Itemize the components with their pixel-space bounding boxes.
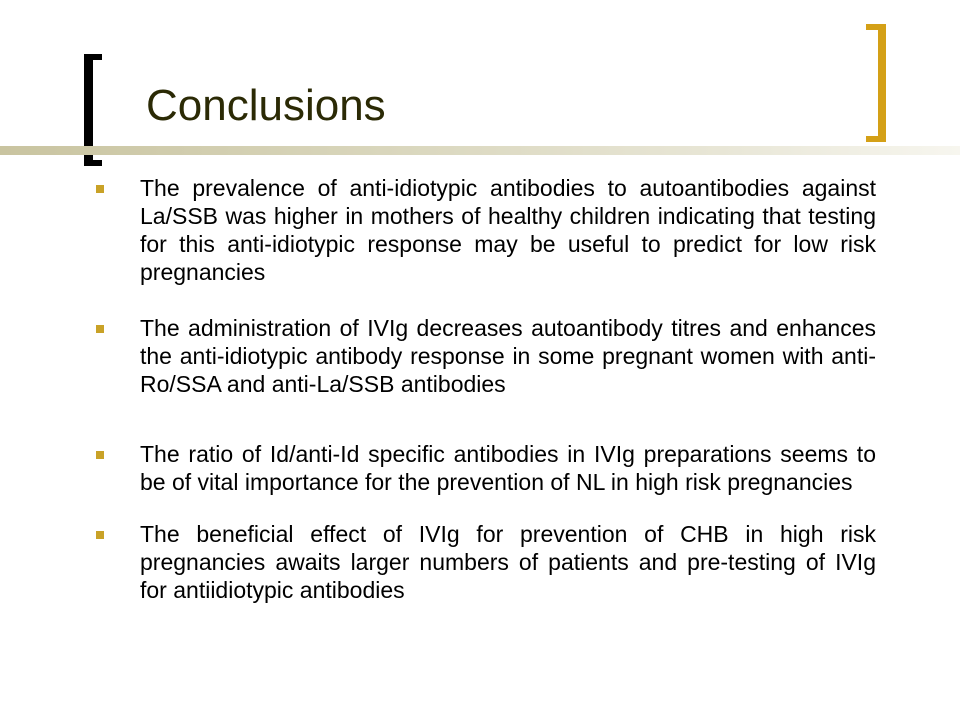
bullet-item	[92, 314, 876, 398]
bullet-item	[92, 440, 876, 496]
bullet-text: The administration of IVIg decreases autoantibody titres and enhances the anti-idiotypic antibody response in some pregnant women with anti-Ro/SSA and anti-La/SSB antibodies	[140, 315, 876, 397]
bullet-item	[92, 174, 876, 286]
bullet-item	[92, 520, 876, 604]
bullet-text: The beneficial effect of IVIg for prevention of CHB in high risk pregnancies awaits larger numbers of patients and pre-testing of IVIg for antiidiotypic antibodies	[140, 521, 876, 603]
bullet-list	[92, 174, 876, 604]
slide-title: Conclusions	[146, 81, 386, 130]
square-bullet-icon	[96, 531, 104, 539]
square-bullet-icon	[96, 451, 104, 459]
square-bullet-icon	[96, 185, 104, 193]
title-divider	[0, 146, 960, 155]
bullet-text: The ratio of Id/anti-Id specific antibodies in IVIg preparations seems to be of vital importance for the prevention of NL in high risk pregnancies	[140, 441, 876, 495]
bullet-text: The prevalence of anti-idiotypic antibodies to autoantibodies against La/SSB was higher in mothers of healthy children indicating that testing for this anti-idiotypic response may be useful to predict for low risk pregnancies	[140, 175, 876, 285]
right-bracket-decoration	[866, 24, 886, 142]
square-bullet-icon	[96, 325, 104, 333]
